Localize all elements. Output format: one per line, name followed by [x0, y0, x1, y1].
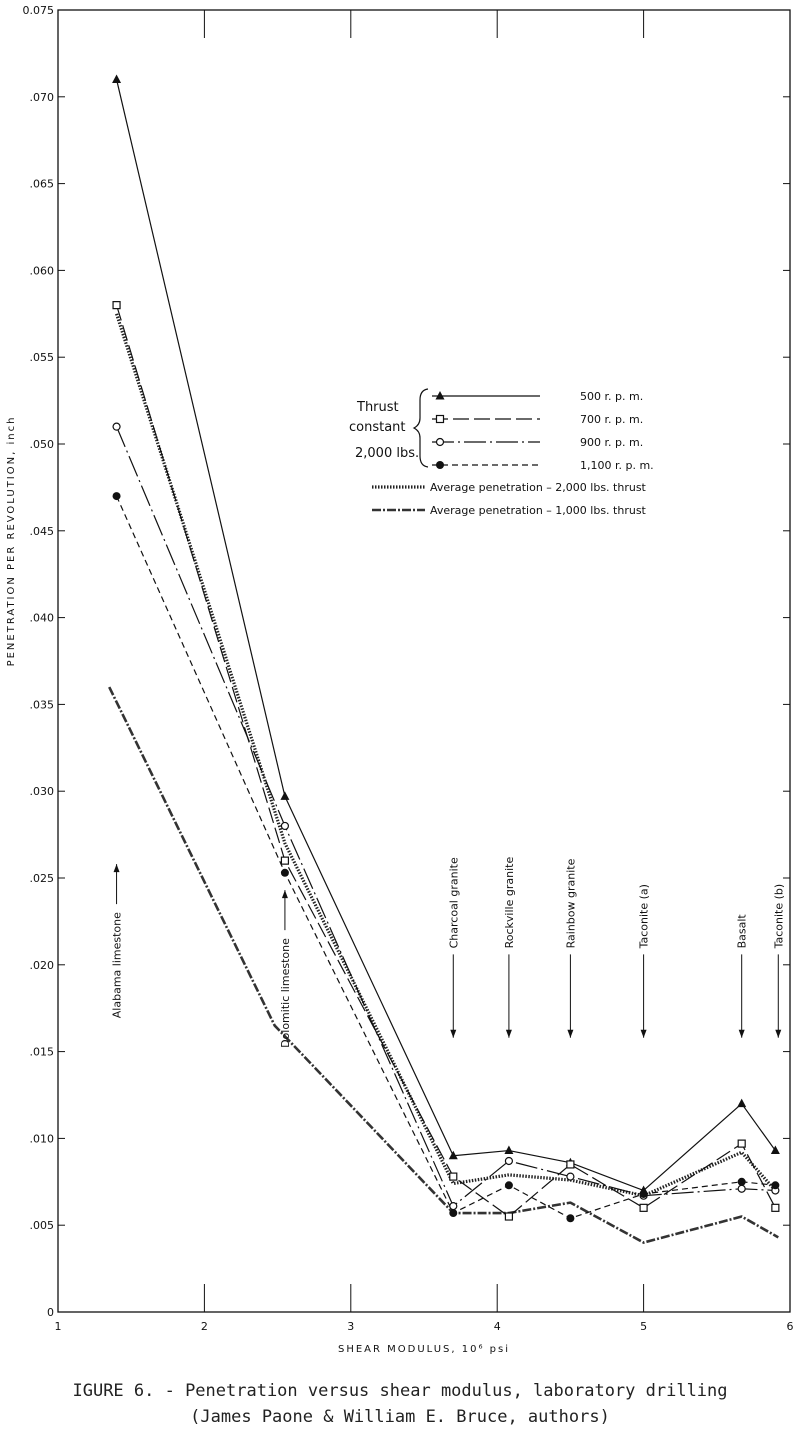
rock-label: Rainbow granite [564, 858, 578, 949]
data-point [112, 74, 121, 83]
annotation-arrow-head [775, 1030, 781, 1038]
x-tick-label: 5 [640, 1320, 648, 1333]
y-tick-label: .050 [29, 438, 54, 451]
rock-annotation [736, 914, 749, 1038]
rock-annotation [111, 864, 124, 1018]
data-point [772, 1204, 779, 1211]
data-point [567, 1173, 574, 1180]
legend-marker [436, 391, 445, 400]
annotation-arrow-head [450, 1030, 456, 1038]
data-point [113, 492, 121, 500]
data-point [281, 822, 288, 829]
legend-marker [437, 416, 444, 423]
data-point [280, 791, 289, 800]
y-tick-label: .030 [29, 785, 54, 799]
x-tick-label: 3 [347, 1320, 355, 1333]
legend-entry: 700 r. p. m. [580, 413, 644, 426]
y-tick-label: .015 [29, 1045, 54, 1059]
legend-entry: 1,100 r. p. m. [580, 459, 654, 472]
data-point [449, 1209, 457, 1217]
series-line [117, 427, 776, 1206]
rock-annotation [772, 884, 785, 1038]
data-point [566, 1214, 574, 1222]
figure-caption [0, 1378, 800, 1430]
x-tick-label: 6 [786, 1320, 794, 1333]
x-tick-label: 2 [200, 1320, 208, 1333]
legend-entry: 900 r. p. m. [580, 436, 644, 449]
rock-label: Basalt [735, 914, 749, 949]
annotation-arrow-head [506, 1030, 512, 1038]
data-point [567, 1161, 574, 1168]
y-tick-label: 0 [47, 1306, 54, 1319]
legend-marker [437, 439, 444, 446]
y-tick-label: .055 [29, 351, 54, 365]
rock-label: Alabama limestone [110, 912, 124, 1019]
x-tick-label: 4 [493, 1320, 501, 1333]
y-tick-label: .045 [29, 524, 54, 538]
rock-annotation [279, 890, 292, 1048]
y-tick-label: 0.075 [22, 4, 54, 17]
series-line [117, 314, 776, 1196]
legend-group-label: constant [349, 420, 406, 435]
rock-annotation [503, 857, 516, 1038]
legend-entry: 500 r. p. m. [580, 390, 644, 403]
annotation-arrow-head [739, 1030, 745, 1038]
caption-line-2: (James Paone & William E. Bruce, authors) [190, 1407, 610, 1427]
y-axis-title: PENETRATION PER REVOLUTION, inch [6, 415, 17, 667]
legend-group-label: Thrust [357, 400, 399, 415]
data-point [640, 1204, 647, 1211]
data-point [505, 1213, 512, 1220]
y-tick-label: .070 [29, 90, 54, 104]
rock-annotation [564, 858, 577, 1037]
data-point [505, 1157, 512, 1164]
data-point [738, 1178, 746, 1186]
y-tick-label: .040 [29, 611, 54, 625]
legend-entry: Average penetration – 1,000 lbs. thrust [430, 504, 646, 517]
rock-annotation [638, 884, 651, 1038]
rock-label: Taconite (b) [772, 883, 786, 949]
y-tick-label: .020 [29, 958, 54, 972]
legend [349, 389, 654, 517]
rock-label: Taconite (a) [637, 884, 651, 949]
caption-line-1: IGURE 6. - Penetration versus shear modulus, laboratory drilling [72, 1381, 728, 1401]
y-tick-label: .025 [29, 872, 54, 885]
data-point [281, 857, 288, 864]
annotation-arrow-head [114, 864, 120, 872]
data-point [738, 1140, 745, 1147]
data-point [281, 869, 289, 877]
y-tick-label: .065 [29, 177, 54, 191]
rock-label: Dolomitic limestone [278, 938, 292, 1048]
rock-label: Charcoal granite [447, 857, 461, 949]
annotation-arrow-head [567, 1030, 573, 1038]
data-point [450, 1173, 457, 1180]
plot-frame [58, 10, 790, 1312]
y-tick-label: .060 [29, 264, 54, 278]
data-point [771, 1181, 779, 1189]
x-axis-title: SHEAR MODULUS, 10⁶ psi [337, 1344, 511, 1355]
legend-group-label: 2,000 lbs. [355, 446, 420, 461]
series-line [117, 496, 776, 1218]
y-tick-label: .010 [29, 1132, 54, 1146]
data-point [450, 1203, 457, 1210]
data-point [737, 1099, 746, 1108]
data-point [113, 423, 120, 430]
series-line [117, 79, 776, 1190]
data-point [640, 1190, 648, 1198]
rock-label: Rockville granite [502, 856, 516, 949]
legend-entry: Average penetration – 2,000 lbs. thrust [430, 481, 646, 494]
y-tick-label: .005 [29, 1219, 54, 1233]
data-point [505, 1181, 513, 1189]
data-point [113, 302, 120, 309]
data-point [738, 1185, 745, 1192]
x-tick-label: 1 [54, 1320, 62, 1333]
y-tick-label: .035 [29, 698, 54, 712]
data-point [504, 1146, 513, 1155]
annotation-arrow-head [641, 1030, 647, 1038]
legend-marker [436, 461, 444, 469]
annotation-arrow-head [282, 890, 288, 898]
rock-annotation [447, 857, 460, 1038]
